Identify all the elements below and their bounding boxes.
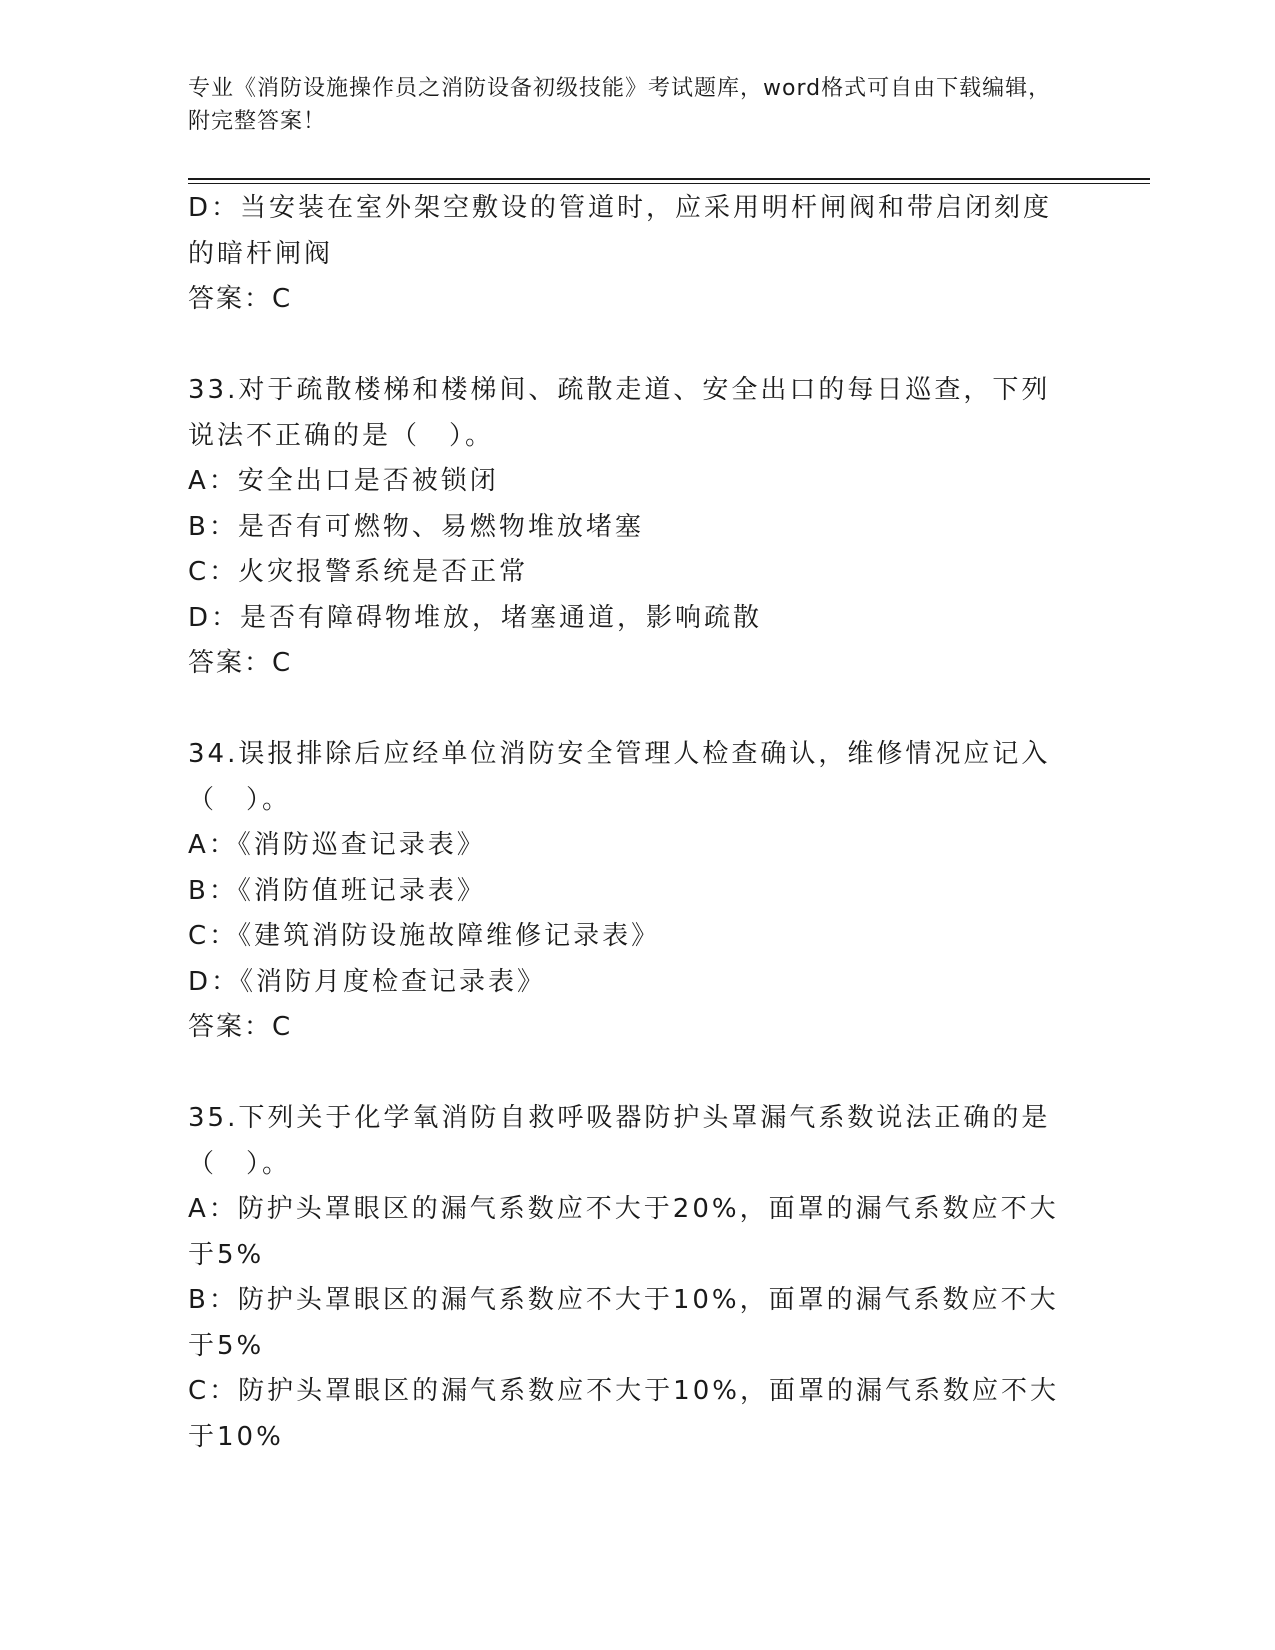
question-content [188, 186, 1068, 1460]
option-b: B：《消防值班记录表》 [188, 875, 486, 906]
answer: 答案：C [188, 284, 293, 314]
question-33 [188, 368, 1068, 687]
answer: 答案：C [188, 648, 293, 678]
option-a: A：安全出口是否被锁闭 [188, 466, 499, 496]
option-a: A：《消防巡查记录表》 [188, 830, 486, 860]
option-b: B：防护头罩眼区的漏气系数应不大于10%，面罩的漏气系数应不大于5% [188, 1285, 1059, 1361]
header-divider-thin [188, 183, 1150, 184]
option-c: C：《建筑消防设施故障维修记录表》 [188, 921, 661, 951]
option-a: A：防护头罩眼区的漏气系数应不大于20%，面罩的漏气系数应不大于5% [188, 1194, 1059, 1270]
option-b: B：是否有可燃物、易燃物堆放堵塞 [188, 511, 644, 542]
question-stem: 35.下列关于化学氧消防自救呼吸器防护头罩漏气系数说法正确的是（ ）。 [188, 1103, 1051, 1179]
option-d: D：《消防月度检查记录表》 [188, 966, 547, 997]
answer: 答案：C [188, 1012, 293, 1042]
question-34 [188, 732, 1068, 1051]
question-stem: 34.误报排除后应经单位消防安全管理人检查确认，维修情况应记入（ ）。 [188, 739, 1051, 815]
option-d: D：当安装在室外架空敷设的管道时，应采用明杆闸阀和带启闭刻度的暗杆闸阀 [188, 193, 1053, 269]
option-c: C：火灾报警系统是否正常 [188, 557, 529, 587]
option-c: C：防护头罩眼区的漏气系数应不大于10%，面罩的漏气系数应不大于10% [188, 1376, 1059, 1452]
option-d: D：是否有障碍物堆放，堵塞通道，影响疏散 [188, 602, 763, 633]
header-divider-thick [188, 178, 1150, 180]
question-stem: 33.对于疏散楼梯和楼梯间、疏散走道、安全出口的每日巡查，下列说法不正确的是（ ）。 [188, 375, 1051, 451]
question-35 [188, 1096, 1068, 1460]
document-header: 专业《消防设施操作员之消防设备初级技能》考试题库，word格式可自由下载编辑，附完整答案！ [188, 76, 1052, 134]
